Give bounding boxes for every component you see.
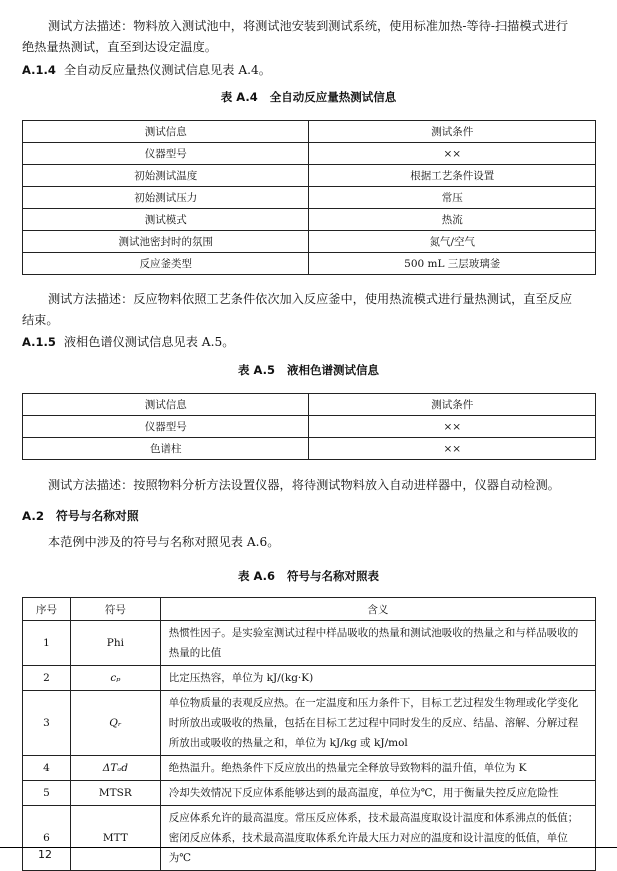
table-cell-symbol: Qᵣ	[70, 691, 160, 756]
table-cell: 初始测试温度	[23, 165, 309, 187]
clause-a-1-5	[22, 333, 234, 350]
table-row	[23, 209, 596, 231]
table-cell: 500 mL 三层玻璃釜	[309, 253, 596, 275]
table-row	[23, 621, 596, 666]
table-row	[23, 781, 596, 806]
paragraph-line: 测试方法描述：按照物料分析方法设置仪器，将待测试物料放入自动进样器中，仪器自动检测。	[48, 478, 560, 492]
caption-label: 表 A.6	[238, 569, 275, 583]
table-row	[23, 231, 596, 253]
clause-number: A.1.4	[22, 63, 56, 77]
table-cell: 测试池密封时的氛围	[23, 231, 309, 253]
caption-title: 符号与名称对照表	[287, 569, 379, 583]
paragraph-line: 本范例中涉及的符号与名称对照见表 A.6。	[48, 535, 280, 549]
table-cell-symbol: cₚ	[70, 666, 160, 691]
table-a6	[22, 597, 596, 871]
table-cell: 初始测试压力	[23, 187, 309, 209]
section-a-2-heading	[22, 507, 139, 524]
footer-rule	[0, 847, 617, 848]
paragraph-line: 结束。	[22, 313, 59, 327]
table-cell-meaning: 单位物质量的表观反应热。在一定温度和压力条件下，目标工艺过程发生物理或化学变化时所放出或吸收的热量，包括在目标工艺过程中同时发生的反应、结晶、溶解、分解过程所放出或吸收的热量之和，单位为 kJ/kg 或 kJ/mol	[160, 691, 595, 756]
caption-title: 液相色谱测试信息	[287, 363, 379, 377]
table-header-cell: 序号	[23, 598, 71, 621]
table-cell: 热流	[309, 209, 596, 231]
table-a5-caption	[0, 362, 617, 378]
table-row	[23, 806, 596, 871]
table-cell: 常压	[309, 187, 596, 209]
table-cell-meaning: 绝热温升。绝热条件下反应放出的热量完全释放导致物料的温升值，单位为 K	[160, 756, 595, 781]
table-header-cell: 测试条件	[309, 394, 596, 416]
table-cell: 根据工艺条件设置	[309, 165, 596, 187]
paragraph-test-method-2-cont	[22, 310, 598, 331]
table-cell: 反应釜类型	[23, 253, 309, 275]
table-a5	[22, 393, 596, 460]
table-row	[23, 143, 596, 165]
table-cell-number: 6	[23, 806, 71, 871]
table-row	[23, 756, 596, 781]
table-header-cell: 符号	[70, 598, 160, 621]
table-cell: 仪器型号	[23, 143, 309, 165]
page-number: 12	[38, 848, 52, 861]
paragraph-test-method-2	[22, 289, 598, 310]
table-row	[23, 666, 596, 691]
section-number: A.2	[22, 509, 45, 523]
paragraph-line: 测试方法描述：反应物料依照工艺条件依次加入反应釜中，使用热流模式进行量热测试，直至反应	[48, 292, 573, 306]
table-cell: 色谱柱	[23, 438, 309, 460]
table-cell-meaning: 比定压热容，单位为 kJ/(kg·K)	[160, 666, 595, 691]
table-a4-caption	[0, 89, 617, 105]
clause-text: 液相色谱仪测试信息见表 A.5。	[63, 335, 235, 349]
table-cell-meaning: 反应体系允许的最高温度。常压反应体系，技术最高温度取设计温度和体系沸点的低值；密闭反应体系，技术最高温度取体系允许最大压力对应的温度和设计温度的低值，单位为℃	[160, 806, 595, 871]
table-cell-number: 1	[23, 621, 71, 666]
paragraph-line: 绝热量热测试，直至到达设定温度。	[22, 40, 217, 54]
table-cell-number: 3	[23, 691, 71, 756]
table-cell-meaning: 冷却失效情况下反应体系能够达到的最高温度，单位为℃，用于衡量失控反应危险性	[160, 781, 595, 806]
table-cell-symbol: Phi	[70, 621, 160, 666]
table-cell-symbol: ΔTₐd	[70, 756, 160, 781]
table-header-cell: 测试条件	[309, 121, 596, 143]
table-row	[23, 165, 596, 187]
table-cell: ××	[309, 143, 596, 165]
table-a6-caption	[0, 568, 617, 584]
paragraph-test-method-1	[22, 16, 598, 37]
table-cell-symbol: MTT	[70, 806, 160, 871]
clause-number: A.1.5	[22, 335, 56, 349]
caption-label: 表 A.4	[220, 90, 258, 104]
table-cell-number: 5	[23, 781, 71, 806]
paragraph-test-method-1-cont	[22, 37, 598, 58]
table-header-cell: 测试信息	[23, 121, 309, 143]
caption-label: 表 A.5	[238, 363, 275, 377]
paragraph-symbol-intro	[22, 532, 598, 553]
paragraph-line: 测试方法描述：物料放入测试池中，将测试池安装到测试系统，使用标准加热-等待-扫描模式进行	[48, 19, 569, 33]
table-cell-number: 2	[23, 666, 71, 691]
table-row	[23, 416, 596, 438]
table-header-cell: 含义	[160, 598, 595, 621]
clause-text: 全自动反应量热仪测试信息见表 A.4。	[63, 63, 271, 77]
table-row	[23, 187, 596, 209]
table-a4	[22, 120, 596, 275]
table-cell: 氮气/空气	[309, 231, 596, 253]
caption-title: 全自动反应量热测试信息	[269, 90, 397, 104]
table-row	[23, 438, 596, 460]
table-cell: ××	[309, 416, 596, 438]
table-cell-number: 4	[23, 756, 71, 781]
clause-a-1-4	[22, 61, 271, 78]
table-cell: 仪器型号	[23, 416, 309, 438]
table-header-cell: 测试信息	[23, 394, 309, 416]
table-row	[23, 253, 596, 275]
table-cell-meaning: 热惯性因子。是实验室测试过程中样品吸收的热量和测试池吸收的热量之和与样品吸收的热量的比值	[160, 621, 595, 666]
table-cell: 测试模式	[23, 209, 309, 231]
table-row	[23, 691, 596, 756]
paragraph-test-method-3	[22, 475, 598, 496]
section-title: 符号与名称对照	[56, 509, 139, 523]
table-cell: ××	[309, 438, 596, 460]
table-cell-symbol: MTSR	[70, 781, 160, 806]
